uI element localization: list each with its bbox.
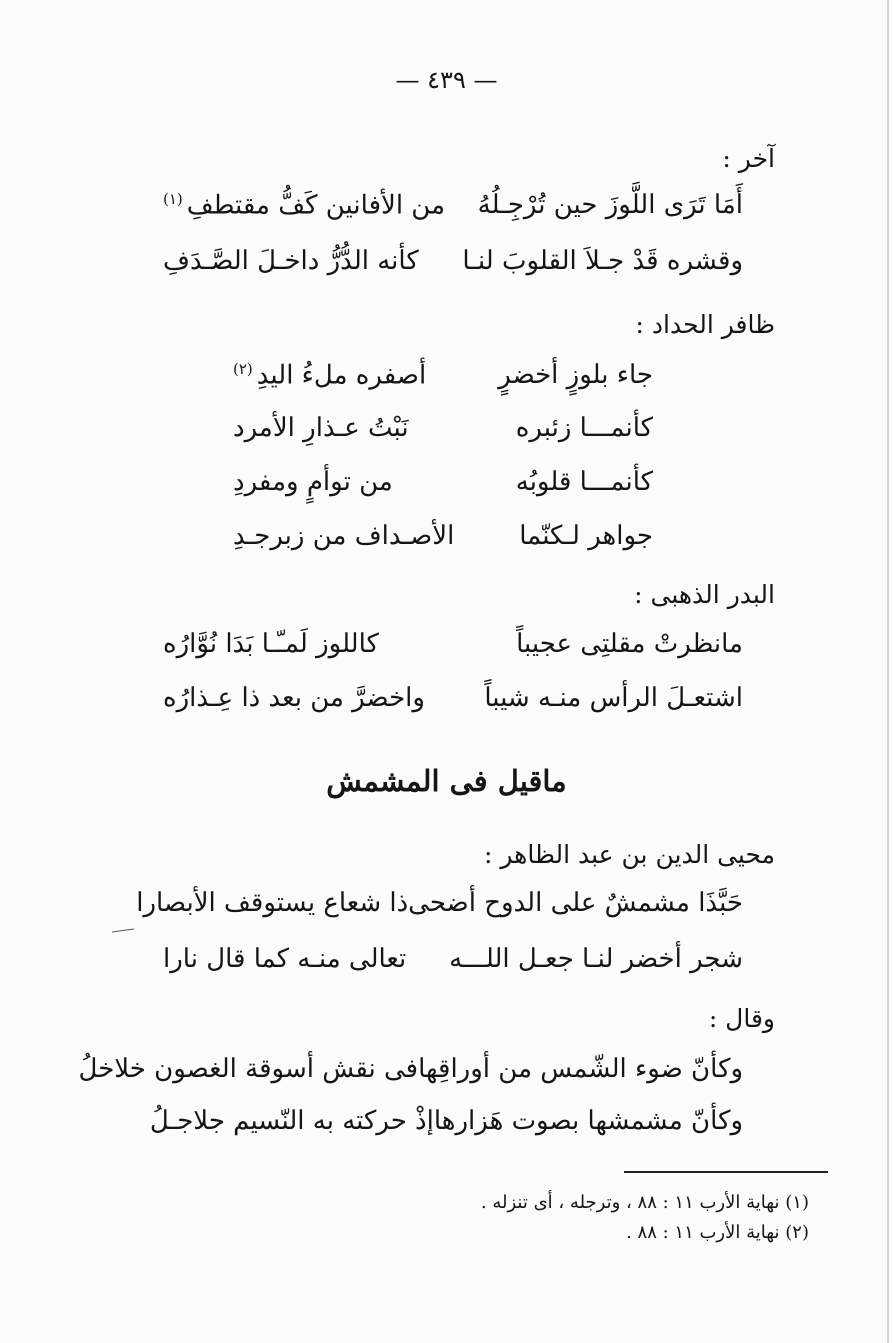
second-hemistich: فى نقش أسوقة الغصون خلاخلُ <box>78 1054 419 1084</box>
second-hemistich: ذا شعاع يستوقف الأبصارا <box>136 888 409 918</box>
second-hemistich: كاللوز لَمـّـا بَدَا نُوَّارُه <box>163 629 379 659</box>
speaker-akhar: آخر : <box>722 144 775 173</box>
verse-line <box>233 467 653 497</box>
section-heading: ماقيل فى المشمش <box>326 764 567 798</box>
verse-line <box>78 1054 743 1084</box>
verse-line <box>163 629 743 659</box>
verse-line <box>163 190 743 221</box>
verse-line <box>233 413 653 443</box>
second-hemistich: تعالى منـه كما قال نارا <box>163 944 407 974</box>
first-hemistich: وكأنّ ضوء الشّمس من أوراقِها <box>418 1054 743 1084</box>
first-hemistich: وكأنّ مشمشها بصوت هَزارها <box>433 1106 743 1136</box>
verse-line <box>163 683 743 713</box>
speaker-zafir-al-haddad: ظافر الحداد : <box>635 310 775 339</box>
hemistich-text: من الأفانين كَفُّ مقتطفِ <box>186 190 446 221</box>
second-hemistich: من توأمٍ ومفردِ <box>233 467 393 497</box>
footnote-2: (٢) نهاية الأرب ١١ : ٨٨ . <box>626 1222 809 1243</box>
first-hemistich: كأنمـــا زئبره <box>515 413 653 443</box>
second-hemistich: نَبْتُ عـذارِ الأمرد <box>233 413 409 443</box>
verse-line <box>233 521 653 551</box>
first-hemistich: حَبَّذَا مشمشٌ على الدوح أضحى <box>408 888 743 918</box>
margin-mark <box>112 928 134 932</box>
first-hemistich: شجر أخضر لنـا جعـل اللـــه <box>449 944 743 974</box>
verse-line <box>163 944 743 974</box>
second-hemistich: كأنه الدُّرُّ داخـلَ الصَّـدَفِ <box>163 246 419 276</box>
first-hemistich: جاء بلوزٍ أخضرٍ <box>498 360 653 390</box>
page-edge <box>887 0 889 1343</box>
second-hemistich <box>163 190 445 221</box>
second-hemistich: الأصـداف من زبرجـدِ <box>233 521 455 551</box>
verse-line <box>149 1106 743 1136</box>
verse-line <box>233 360 653 391</box>
verse-line <box>163 246 743 276</box>
first-hemistich: كأنمـــا قلوبُه <box>515 467 653 497</box>
speaker-muhyi-al-din: محيى الدين بن عبد الظاهر : <box>484 840 775 869</box>
first-hemistich: مانظرتْ مقلتِى عجيباً <box>516 629 743 659</box>
first-hemistich: أَمَا تَرَى اللَّوزَ حين تُرْجِـلُهُ <box>477 190 743 220</box>
footnote-marker: (٢) <box>233 360 253 378</box>
hemistich-text: أصفره ملءُ اليدِ <box>256 360 427 391</box>
footnote-divider <box>624 1171 828 1173</box>
second-hemistich: واخضرَّ من بعد ذا عِـذارُه <box>163 683 425 713</box>
page-number: — ٤٣٩ — <box>395 66 498 94</box>
footnote-1: (١) نهاية الأرب ١١ : ٨٨ ، وترجله ، أى تنزله . <box>480 1192 809 1213</box>
second-hemistich <box>233 360 426 391</box>
first-hemistich: اشتعـلَ الرأس منـه شيباً <box>484 683 743 713</box>
second-hemistich: إذْ حركته به النّسيم جلاجـلُ <box>149 1106 434 1136</box>
first-hemistich: جواهر لـكنّما <box>519 521 653 551</box>
speaker-al-badr-al-dhahabi: البدر الذهبى : <box>634 580 775 609</box>
speaker-wa-qal: وقال : <box>708 1004 775 1033</box>
footnote-marker: (١) <box>163 190 183 208</box>
verse-line <box>136 888 743 918</box>
first-hemistich: وقشره قَدْ جـلاَ القلوبَ لنـا <box>462 246 743 276</box>
